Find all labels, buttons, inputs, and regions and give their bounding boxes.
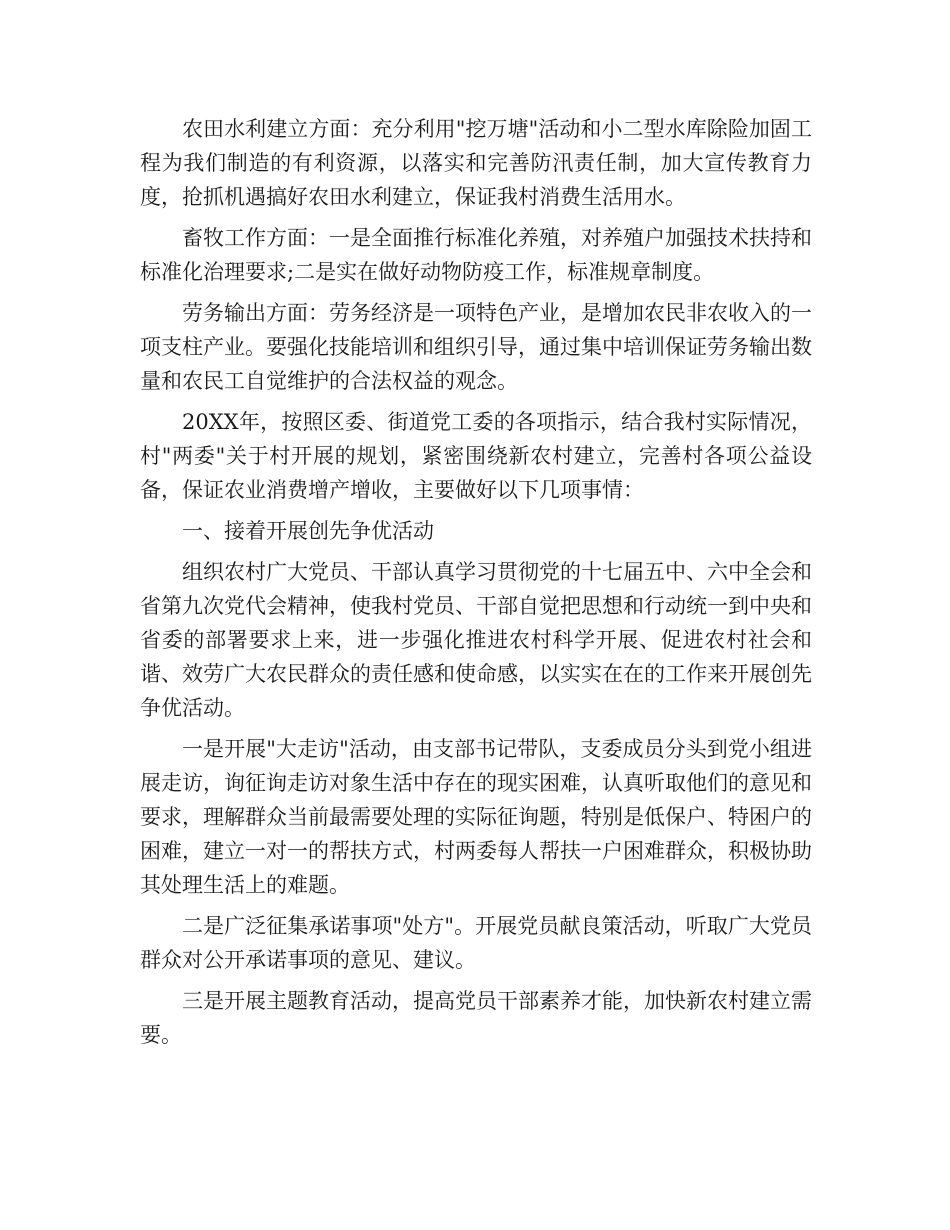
paragraph-livestock: 畜牧工作方面：一是全面推行标准化养殖，对养殖户加强技术扶持和标准化治理要求;二是实在做好动物防疫工作，标准规章制度。 [140,226,812,284]
paragraph-farmland-irrigation: 农田水利建立方面：充分利用"挖万塘"活动和小二型水库除险加固工程为我们制造的有利资源，以落实和完善防汛责任制，加大宣传教育力度，抢抓机遇搞好农田水利建立，保证我村消费生活用水。 [140,117,812,209]
paragraph-labor-export: 劳务输出方面：劳务经济是一项特色产业，是增加农民非农收入的一项支柱产业。要强化技能培训和组织引导，通过集中培训保证劳务输出数量和农民工自觉维护的合法权益的观念。 [140,301,812,393]
document-body [140,112,812,1059]
paragraph-prescription: 二是广泛征集承诺事项"处方"。开展党员献良策活动，听取广大党员群众对公开承诺事项的意见、建议。 [140,914,812,972]
paragraph-theme-education: 三是开展主题教育活动，提高党员干部素养才能，加快新农村建立需要。 [140,989,812,1047]
paragraph-party-study: 组织农村广大党员、干部认真学习贯彻党的十七届五中、六中全会和省第九次党代会精神，使我村党员、干部自觉把思想和行动统一到中央和省委的部署要求上来，进一步强化推进农村科学开展、促进农村社会和谐、效劳广大农民群众的责任感和使命感，以实实在在的工作来开展创先争优活动。 [140,560,812,720]
section-heading-one: 一、接着开展创先争优活动 [182,519,434,543]
paragraph-big-visit: 一是开展"大走访"活动，由支部书记带队，支委成员分头到党小组进展走访，询征询走访对象生活中存在的现实困难，认真听取他们的意见和要求，理解群众当前最需要处理的实际征询题，特别是低保户、特困户的困难，建立一对一的帮扶方式，村两委每人帮扶一户困难群众，积极协助其处理生活上的难题。 [140,737,812,897]
paragraph-annual-plan: 20XX年，按照区委、街道党工委的各项指示，结合我村实际情况，村"两委"关于村开展的规划，紧密围绕新农村建立，完善村各项公益设备，保证农业消费增产增收，主要做好以下几项事情： [140,410,812,502]
